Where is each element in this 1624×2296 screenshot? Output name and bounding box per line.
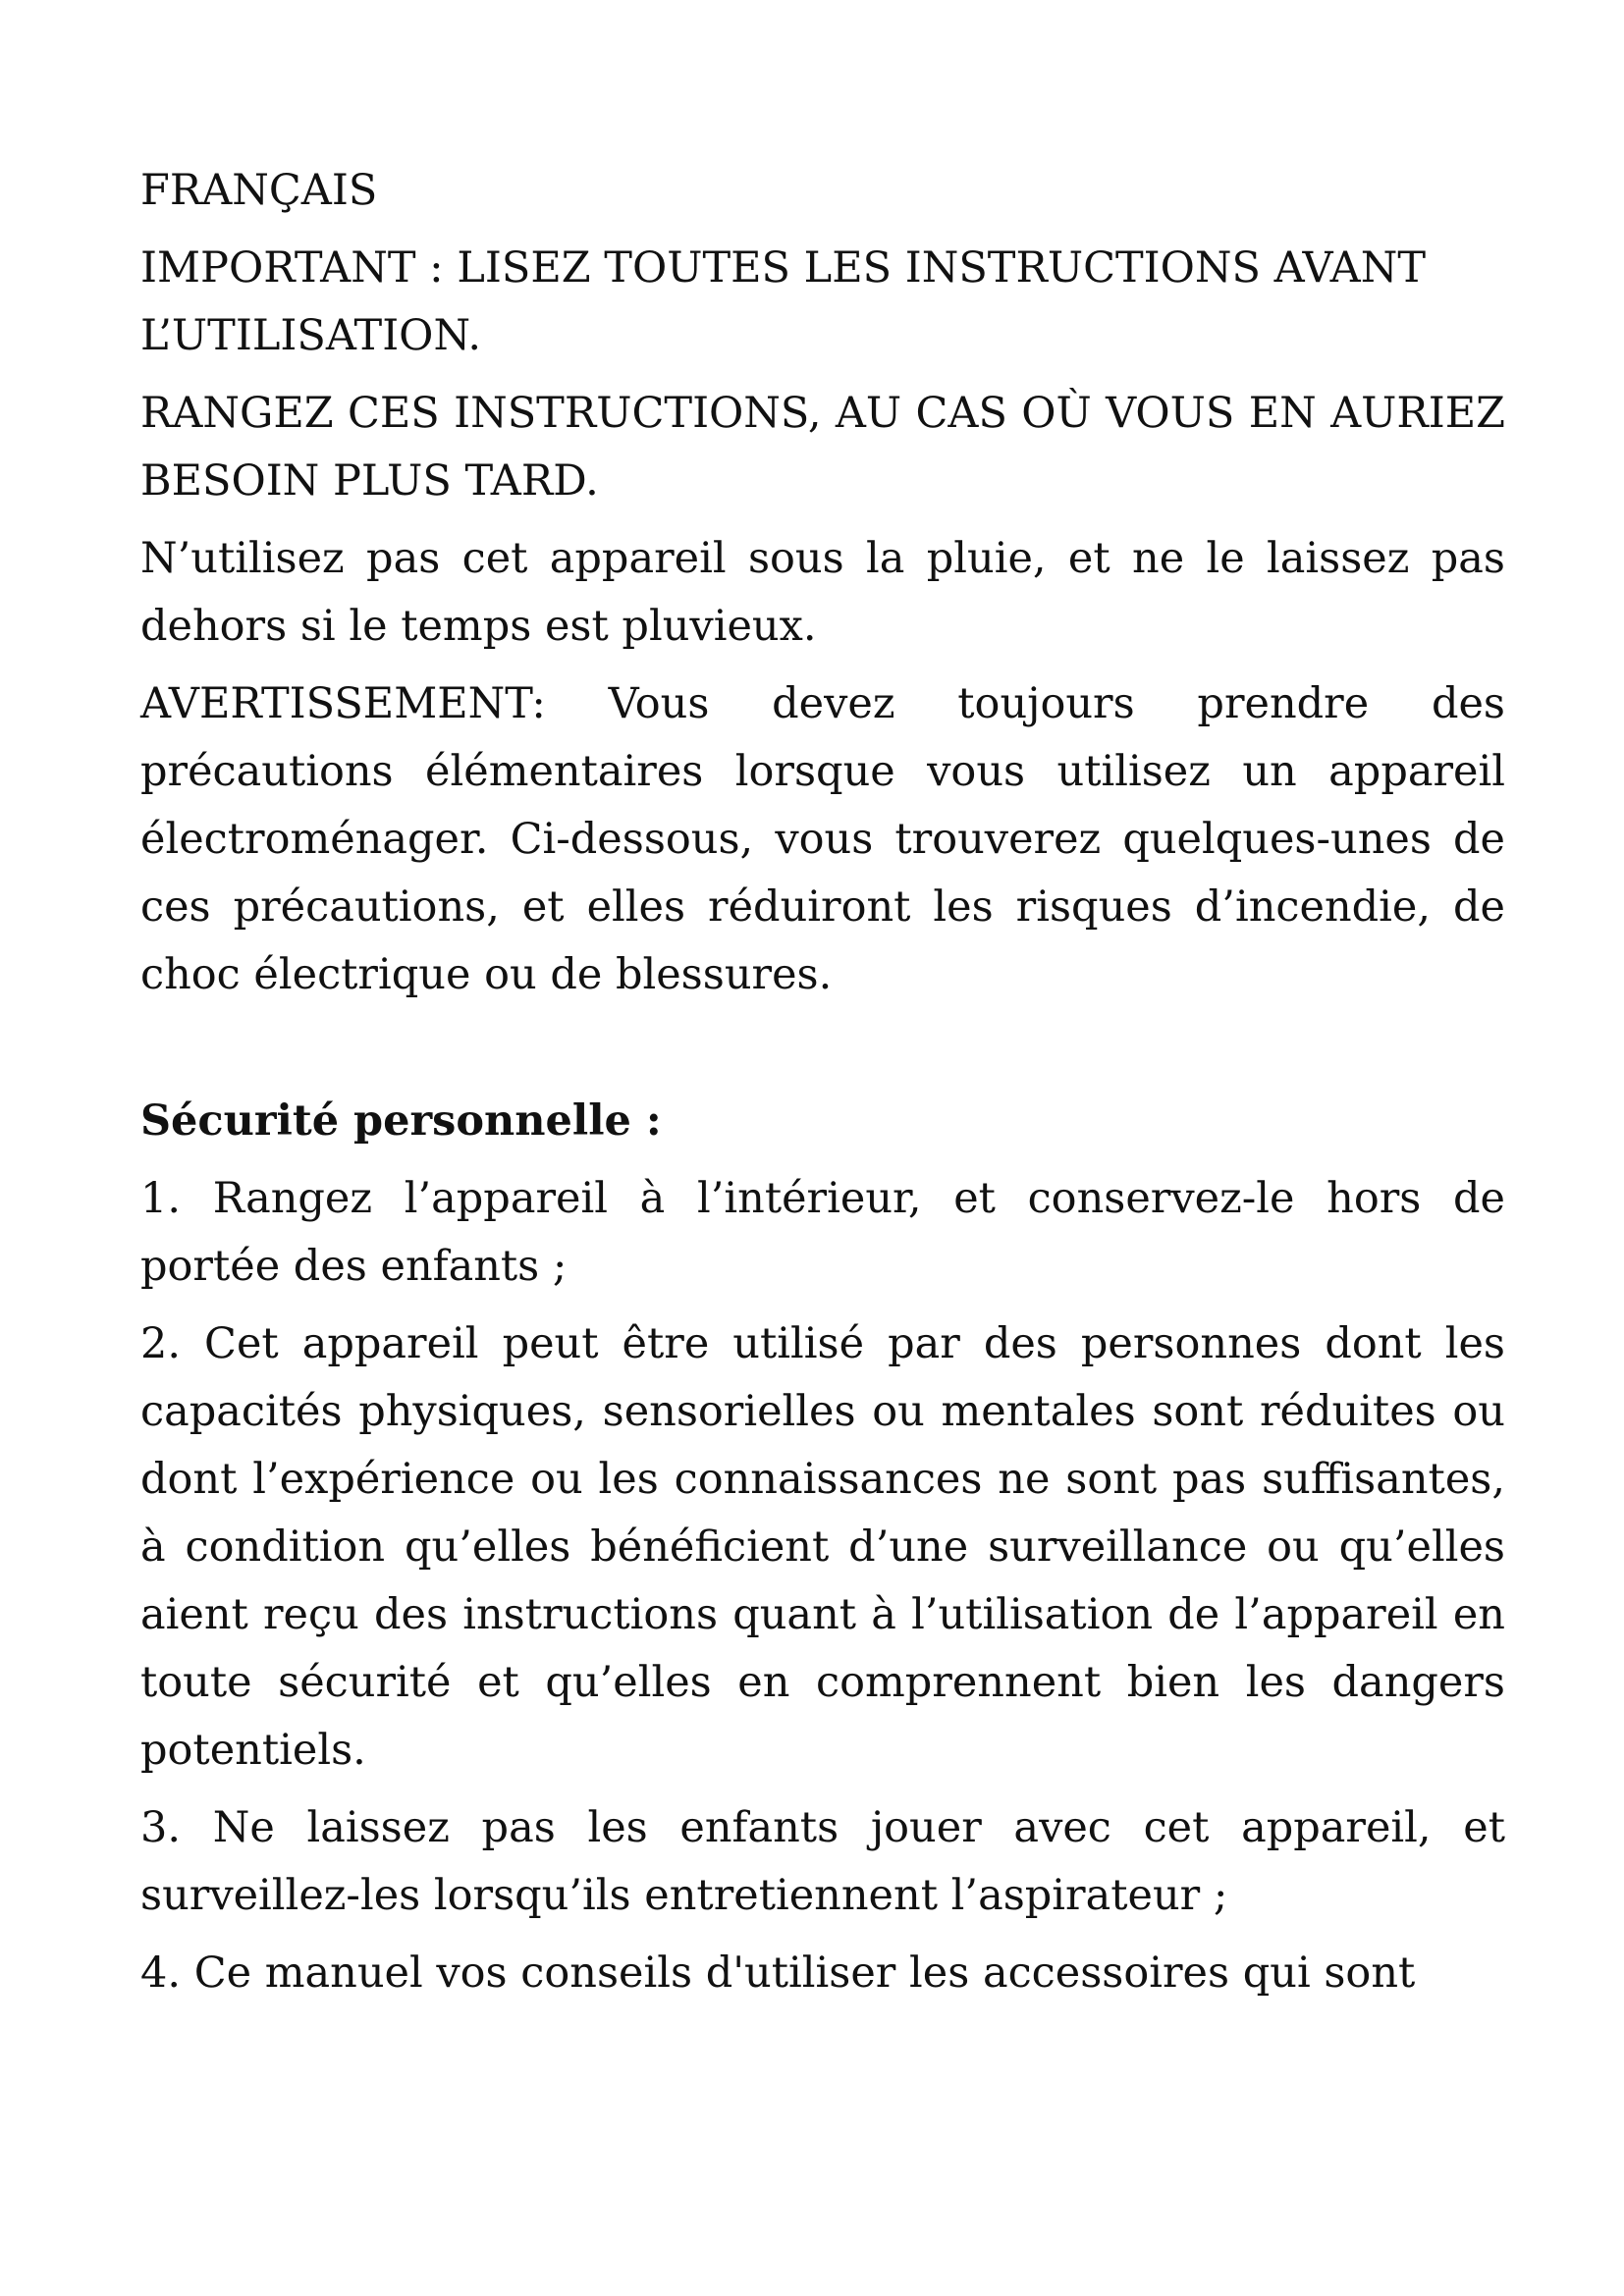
document-page — [140, 157, 1505, 2017]
section-title: Sécurité personnelle : — [140, 1096, 662, 1146]
keep-instructions-notice: RANGEZ CES INSTRUCTIONS, AU CAS OÙ VOUS EN AURIEZ BESOIN PLUS TARD. — [140, 389, 1505, 506]
list-item: 2. Cet appareil peut être utilisé par des personnes dont les capacités physiques, sensorielles ou mentales sont réduites ou dont l’expérience ou les connaissances ne sont pas suffisantes, à condition qu’elles bénéficient d’une surveillance ou qu’elles aient reçu des instructions quant à l’utilisation de l’appareil en toute sécurité et qu’elles en comprennent bien les dangers potentiels. — [140, 1319, 1505, 1775]
list-item: 3. Ne laissez pas les enfants jouer avec cet appareil, et surveillez-les lorsqu’ils entretiennent l’aspirateur ; — [140, 1803, 1505, 1920]
list-item: 4. Ce manuel vos conseils d'utiliser les accessoires qui sont — [140, 1949, 1416, 1998]
language-heading: FRANÇAIS — [140, 166, 378, 215]
important-notice: IMPORTANT : LISEZ TOUTES LES INSTRUCTIONS AVANT L’UTILISATION. — [140, 243, 1427, 360]
rain-warning: N’utilisez pas cet appareil sous la pluie, et ne le laissez pas dehors si le temps est pluvieux. — [140, 534, 1505, 651]
avertissement-paragraph: AVERTISSEMENT: Vous devez toujours prendre des précautions élémentaires lorsque vous utilisez un appareil électroménager. Ci-dessous, vous trouverez quelques-unes de ces précautions, et elles réduiront les risques d’incendie, de choc électrique ou de blessures. — [140, 679, 1505, 999]
list-item: 1. Rangez l’appareil à l’intérieur, et conservez-le hors de portée des enfants ; — [140, 1174, 1505, 1291]
